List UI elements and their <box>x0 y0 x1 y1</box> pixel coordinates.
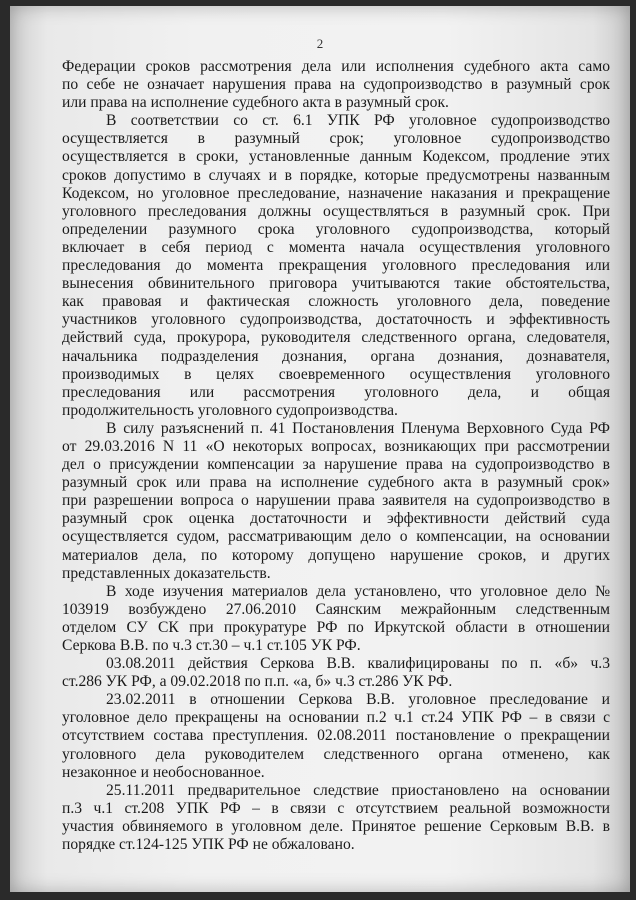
text-line: незаконное и необоснованное. <box>62 763 265 781</box>
text-line: разумный срок или права на исполнение судебного акта в разумный срок» <box>62 474 610 492</box>
text-line: 103919 возбуждено 27.06.2010 Саянским межрайонным следственным <box>62 600 610 618</box>
text-line: сроков допустимо в случаях и в порядке, которые предусмотрены названным <box>62 166 610 184</box>
text-line: включает в себя период с момента начала осуществления уголовного <box>62 238 610 256</box>
text-line: 23.02.2011 в отношении Серкова В.В. уголовное преследование и <box>106 691 610 709</box>
text-line: ст.286 УК РФ, а 09.02.2018 по п.п. «а, б» ч.3 ст.286 УК РФ. <box>62 673 453 691</box>
text-line: как правовая и фактическая сложность уголовного дела, поведение <box>62 293 610 311</box>
text-line: участия обвиняемого в уголовном деле. Принятое решение Серковым В.В. в <box>62 817 610 835</box>
document-page <box>10 6 630 892</box>
text-line: преследования до момента прекращения уголовного преследования или <box>62 257 610 275</box>
text-line: по себе не означает нарушения права на судопроизводство в разумный срок <box>62 76 610 94</box>
text-line: дел о присуждении компенсации за нарушение права на судопроизводство в <box>62 456 610 474</box>
text-line: действий суда, прокурора, руководителя следственного органа, следователя, <box>62 329 610 347</box>
text-line: при разрешении вопроса о нарушении права заявителя на судопроизводство в <box>62 492 610 510</box>
text-line: начальника подразделения дознания, органа дознания, дознавателя, <box>62 347 610 365</box>
text-line: В соответствии со ст. 6.1 УПК РФ уголовное судопроизводство <box>106 112 610 130</box>
document-body <box>62 58 610 854</box>
text-line: В силу разъяснений п. 41 Постановления Пленума Верховного Суда РФ <box>106 419 610 437</box>
text-line: разумный срок оценка достаточности и эффективности действий суда <box>62 510 610 528</box>
text-line: 25.11.2011 предварительное следствие приостановлено на основании <box>106 781 610 799</box>
text-line: п.3 ч.1 ст.208 УПК РФ – в связи с отсутствием реальной возможности <box>62 799 610 817</box>
text-line: Серкова В.В. по ч.3 ст.30 – ч.1 ст.105 УК РФ. <box>62 637 361 654</box>
text-line: осуществляется судом, рассматривающим дело о компенсации, на основании <box>62 528 610 546</box>
text-line: уголовное дело прекращены на основании п.2 ч.1 ст.24 УПК РФ – в связи с <box>62 709 610 727</box>
text-line: определении разумного срока уголовного судопроизводства, который <box>62 220 610 238</box>
text-line: материалов дела, по которому допущено нарушение сроков, и других <box>62 546 610 564</box>
text-line: производимых в целях своевременного осуществления уголовного <box>62 365 610 383</box>
text-line: порядке ст.124-125 УПК РФ не обжаловано. <box>62 836 355 854</box>
text-line: вынесения обвинительного приговора учитываются такие обстоятельства, <box>62 275 610 293</box>
text-line: Федерации сроков рассмотрения дела или исполнения судебного акта само <box>62 58 610 75</box>
text-line: или права на исполнение судебного акта в разумный срок. <box>62 94 449 112</box>
text-line: отделом СУ СК при прокуратуре РФ по Иркутской области в отношении <box>62 618 610 636</box>
text-line: Кодексом, но уголовное преследование, назначение наказания и прекращение <box>62 184 610 202</box>
text-line: преследования или рассмотрения уголовного дела, и общая <box>62 383 610 401</box>
text-line: отсутствием состава преступления. 02.08.2011 постановление о прекращении <box>62 727 610 745</box>
page-number: 2 <box>316 36 324 51</box>
text-line: В ходе изучения материалов дела установлено, что уголовное дело № <box>106 582 610 600</box>
text-line: 03.08.2011 действия Серкова В.В. квалифицированы по п. «б» ч.3 <box>106 655 610 673</box>
text-line: участников уголовного судопроизводства, достаточность и эффективность <box>62 311 610 329</box>
text-line: от 29.03.2016 N 11 «О некоторых вопросах, возникающих при рассмотрении <box>62 437 610 455</box>
text-line: уголовного дела руководителем следственного органа отменено, как <box>62 745 610 763</box>
text-line: осуществляется в разумный срок; уголовное судопроизводство <box>62 130 610 148</box>
text-line: продолжительность уголовного судопроизводства. <box>62 401 398 419</box>
text-line: уголовного преследования должны осуществляться в разумный срок. При <box>62 202 610 220</box>
text-line: осуществляется в сроки, установленные данным Кодексом, продление этих <box>62 148 610 166</box>
text-line: представленных доказательств. <box>62 564 271 582</box>
